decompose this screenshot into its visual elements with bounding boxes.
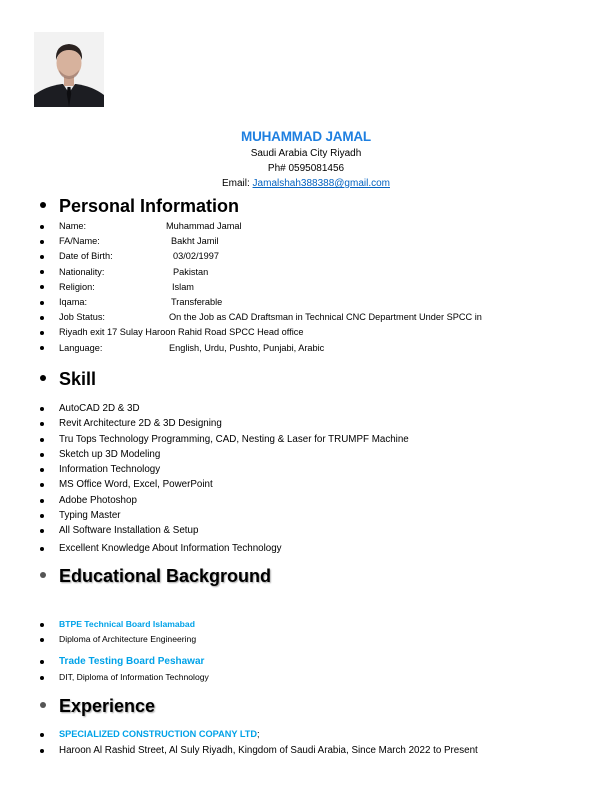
list-item: AutoCAD 2D & 3D [40,401,409,416]
list-item: Typing Master [40,508,409,523]
section-experience [40,695,155,717]
list-item: Name: Muhammad Jamal [40,219,482,234]
list-item: Sketch up 3D Modeling [40,447,409,462]
candidate-name: MUHAMMAD JAMAL [241,129,371,144]
list-item: Language: English, Urdu, Pushto, Punjabi, Arabic [40,341,482,356]
list-item: Tru Tops Technology Programming, CAD, Nesting & Laser for TRUMPF Machine [40,432,409,447]
phone-number: Ph# 0595081456 [267,163,345,174]
list-item: FA/Name: Bakht Jamil [40,234,482,249]
qualification: DIT, Diploma of Information Technology [40,671,209,684]
email-line [0,176,612,191]
list-item: Haroon Al Rashid Street, Al Suly Riyadh, Kingdom of Saudi Arabia, Since March 2022 to Present [40,743,478,758]
list-item: All Software Installation & Setup [40,523,409,538]
bullet-icon [40,202,46,208]
list-item: Riyadh exit 17 Sulay Haroon Rahid Road SPCC Head office [40,325,482,340]
email-link[interactable]: Jamalshah388388@gmail.com [252,178,390,189]
qualification: Diploma of Architecture Engineering [40,633,196,646]
resume-header [0,128,612,191]
section-personal-information [40,195,239,217]
section-educational-background [40,565,271,587]
section-title: Personal Information [59,196,240,216]
bullet-icon [40,702,46,708]
location: Saudi Arabia City Riyadh [250,148,362,159]
institution-name: Trade Testing Board Peshawar [40,655,209,669]
education-list-2 [40,655,209,684]
skill-list [40,401,409,556]
institution-name: BTPE Technical Board Islamabad [40,618,196,631]
list-item: Adobe Photoshop [40,493,409,508]
education-list-1 [40,618,196,646]
profile-photo [34,32,104,107]
list-item: Religion: Islam [40,280,482,295]
section-title: Experience [59,696,156,716]
company-name: SPECIALIZED CONSTRUCTION COPANY LTD [59,729,258,739]
list-item: Excellent Knowledge About Information Technology [40,541,409,556]
list-item: Date of Birth: 03/02/1997 [40,249,482,264]
section-title: Educational Background [59,566,272,586]
bullet-icon [40,375,46,381]
personal-info-list [40,219,482,356]
email-label: Email: [221,178,253,189]
section-title: Skill [59,369,97,389]
list-item: SPECIALIZED CONSTRUCTION COPANY LTD; [40,727,478,742]
list-item: Job Status: On the Job as CAD Draftsman in Technical CNC Department Under SPCC in [40,310,482,325]
list-item: MS Office Word, Excel, PowerPoint [40,477,409,492]
section-skill [40,368,96,390]
list-item: Information Technology [40,462,409,477]
list-item: Iqama: Transferable [40,295,482,310]
list-item: Revit Architecture 2D & 3D Designing [40,416,409,431]
experience-list [40,727,478,758]
bullet-icon [40,572,46,578]
list-item: Nationality: Pakistan [40,265,482,280]
